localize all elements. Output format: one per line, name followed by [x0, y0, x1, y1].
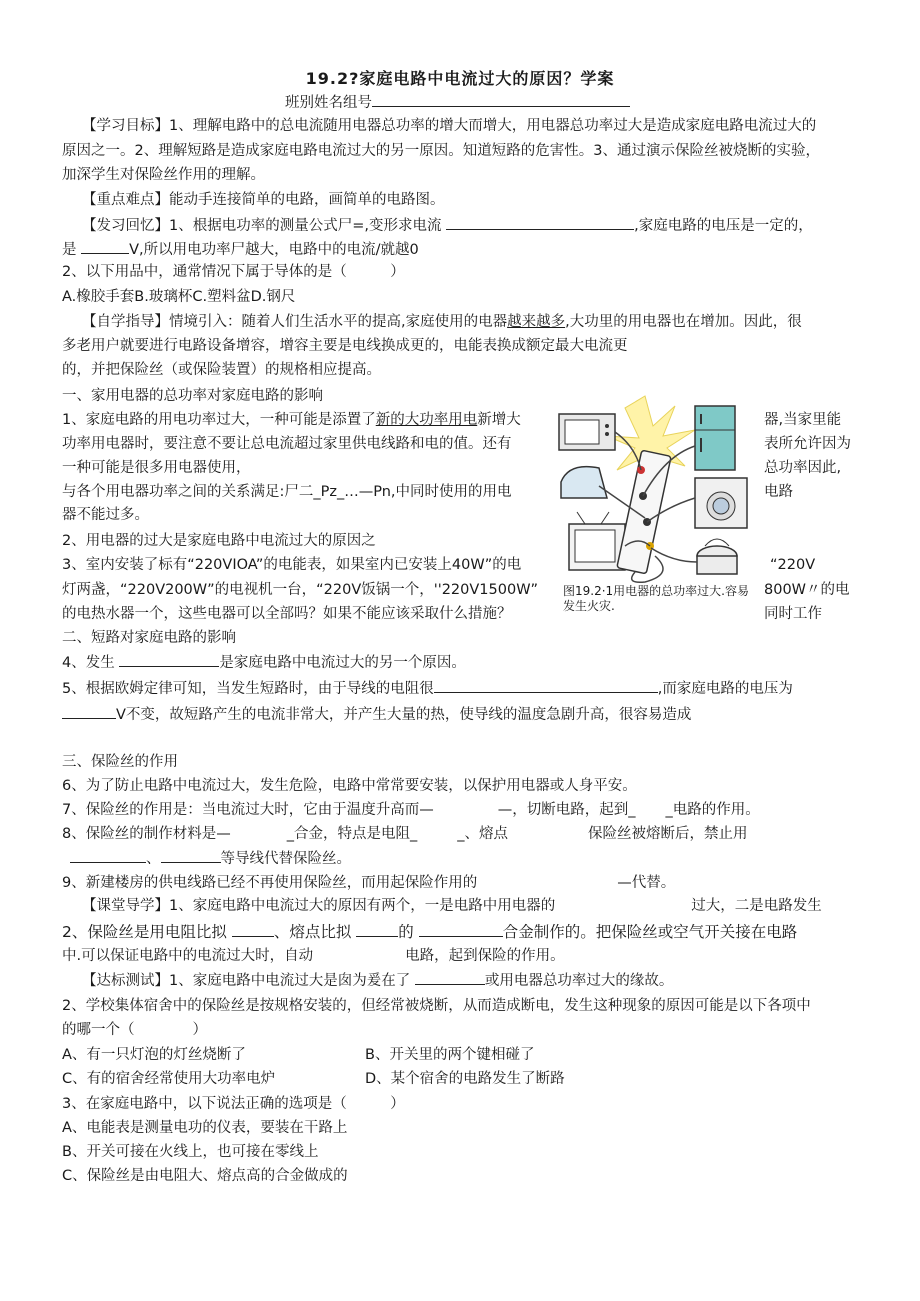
text-line: 8、保险丝的制作材料是— _合金，特点是电阻_ _、熔点 保险丝被熔断后，禁止用: [62, 826, 748, 842]
blank: [419, 922, 503, 937]
blank: [372, 92, 630, 107]
question-line: 3、在家庭电路中，以下说法正确的选项是（ ）: [62, 1096, 405, 1112]
review-line: 【发习回忆】1、根据电功率的测量公式尸=,变形求电流 ,家庭电路的电压是一定的，: [82, 215, 813, 236]
text-line: 5、根据欧姆定律可知，当发生短路时，由于导线的电阻很 ,而家庭电路的电压为: [62, 678, 793, 699]
options-line: A.橡胶手套B.玻璃杯C.塑料盆D.钢尺: [62, 289, 296, 305]
text-line: 加深学生对保险丝作用的理解。: [62, 167, 265, 183]
right-column-text: 电路: [764, 484, 793, 500]
right-column-text: “220V: [770, 557, 816, 573]
text-line: 功率用电器时，要注意不要让总电流超过家里供电线路和电的值。还有: [62, 436, 512, 452]
test-line: 【达标测试】1、家庭电路中电流过大是囱为爰在了 或用电器总功率过大的缘故。: [82, 970, 673, 991]
text-line: V不变，故短路产生的电流非常大，并产生大量的热，使导线的温度急剧升高，很容易造成: [62, 704, 691, 725]
text-line: 多老用户就要进行电路设备增容，增容主要是电线换成更的，电能表换成额定最大电流更: [62, 338, 628, 354]
text-line: 器不能过多。: [62, 507, 149, 523]
washing-machine-icon: [695, 478, 747, 528]
option-b: B、开关可接在火线上，也可接在零线上: [62, 1144, 319, 1160]
text-line: 是 V,所以用电功率尸越大，电路中的电流/就越0: [62, 239, 419, 260]
question-line: 2、学校集体宿舍中的保险丝是按规格安装的，但经常被烧断，从而造成断电，发生这种现象的原因可能是以下各项中: [62, 998, 811, 1014]
text-line: 9、新建楼房的供电线路已经不再使用保险丝，而用起保险作用的 —代替。: [62, 875, 676, 891]
option-a: A、电能表是测量电功的仪表，要装在干路上: [62, 1120, 348, 1136]
option-d: D、某个宿舍的电路发生了断路: [365, 1071, 565, 1087]
text-line: 7、保险丝的作用是：当电流过大时，它由于温度升高而— —，切断电路，起到_ _电路的作用。: [62, 802, 760, 818]
tv-icon: [569, 512, 625, 570]
class-name-line: 班别姓名组号: [285, 92, 630, 113]
objectives-line: 【学习目标】1、理解电路中的总电流随用电器总功率的增大而增大，用电器总功率过大是造成家庭电路电流过大的: [82, 118, 817, 134]
blank: [81, 239, 129, 254]
text-line: 4、发生 是家庭电路中电流过大的另一个原因。: [62, 652, 466, 673]
text-line: 中.可以保证电路中的电流过大时，自动 电路，起到保险的作用。: [62, 948, 565, 964]
blank: [356, 922, 398, 937]
iron-icon: [561, 467, 607, 498]
blank: [446, 215, 634, 230]
right-column-text: 同时工作: [764, 606, 822, 622]
figure-caption: 图19.2·1用电器的总功率过大.容易发生火灾.: [563, 584, 749, 613]
text-line: 2、保险丝是用电阻比拟 、熔点比拟 的 合金制作的。把保险丝或空气开关接在电路: [62, 923, 798, 941]
text-line: 2、用电器的过大是家庭电路中电流过大的原因之: [62, 533, 376, 549]
blank: [62, 704, 116, 719]
right-column-text: 800W〃的电: [764, 582, 850, 598]
text-line: 与各个用电器功率之间的关系满足:尸二_Pz_…—Pn,中同时使用的用电: [62, 484, 512, 500]
text-line: 一种可能是很多用电器使用，: [62, 460, 251, 476]
text-line: 、 等导线代替保险丝。: [62, 848, 351, 869]
overloaded-outlet-illustration: [555, 386, 755, 588]
option-a: A、有一只灯泡的灯丝烧断了: [62, 1047, 246, 1063]
blank: [232, 922, 274, 937]
right-column-text: 表所允许因为: [764, 436, 851, 452]
class-guide-line: 【课堂导学】1、家庭电路中电流过大的原因有两个，一是电路中用电器的 过大，二是电路发生: [82, 898, 822, 914]
blank: [161, 848, 221, 863]
text-line: 1、家庭电路的用电功率过大，一种可能是添置了新的大功率用电新增大: [62, 412, 521, 428]
question-line: 的哪一个（ ）: [62, 1022, 207, 1038]
option-b: B、开关里的两个键相碰了: [365, 1047, 535, 1063]
fridge-icon: [695, 406, 735, 470]
key-points-line: 【重点难点】能动手连接简单的电路，画简单的电路图。: [82, 192, 445, 208]
page-title: 19.2?家庭电路中电流过大的原因？学案: [305, 69, 615, 88]
section-heading: 三、保险丝的作用: [62, 754, 178, 770]
blank: [70, 848, 146, 863]
rice-cooker-icon: [697, 539, 737, 574]
section-heading: 二、短路对家庭电路的影响: [62, 630, 236, 646]
option-c: C、保险丝是由电阻大、熔点高的合金做成的: [62, 1168, 348, 1184]
guide-line: 【自学指导】情境引入：随着人们生活水平的提高,家庭使用的电器越来越多,大功里的用电器也在增加。因此，很: [82, 314, 802, 330]
right-column-text: 总功率因此,: [764, 460, 842, 476]
blank: [119, 652, 219, 667]
microwave-icon: [559, 414, 615, 450]
option-c: C、有的宿舍经常使用大功率电炉: [62, 1071, 276, 1087]
section-heading: 一、家用电器的总功率对家庭电路的影响: [62, 388, 323, 404]
blank: [415, 970, 485, 985]
question-line: 2、以下用品中，通常情况下属于导体的是（ ）: [62, 264, 405, 280]
right-column-text: 器,当家里能: [764, 412, 842, 428]
text-line: 3、室内安装了标有“220VIOA”的电能表，如果室内已安装上40W”的电: [62, 557, 522, 573]
blank: [434, 678, 658, 693]
text-line: 原因之一。2、理解短路是造成家庭电路电流过大的另一原因。知道短路的危害性。3、通过演示保险丝被烧断的实验，: [62, 143, 820, 159]
text-line: 的电热水器一个，这些电器可以全部吗？如果不能应该采取什么措施？: [62, 606, 512, 622]
text-line: 6、为了防止电路中电流过大，发生危险，电路中常常要安装，以保护用电器或人身平安。: [62, 778, 637, 794]
text-line: 的，并把保险丝（或保险装置）的规格相应提高。: [62, 362, 381, 378]
text-line: 灯两盏，“220V200W”的电视机一台，“220V饭锅一个，''220V1500W”: [62, 582, 539, 598]
